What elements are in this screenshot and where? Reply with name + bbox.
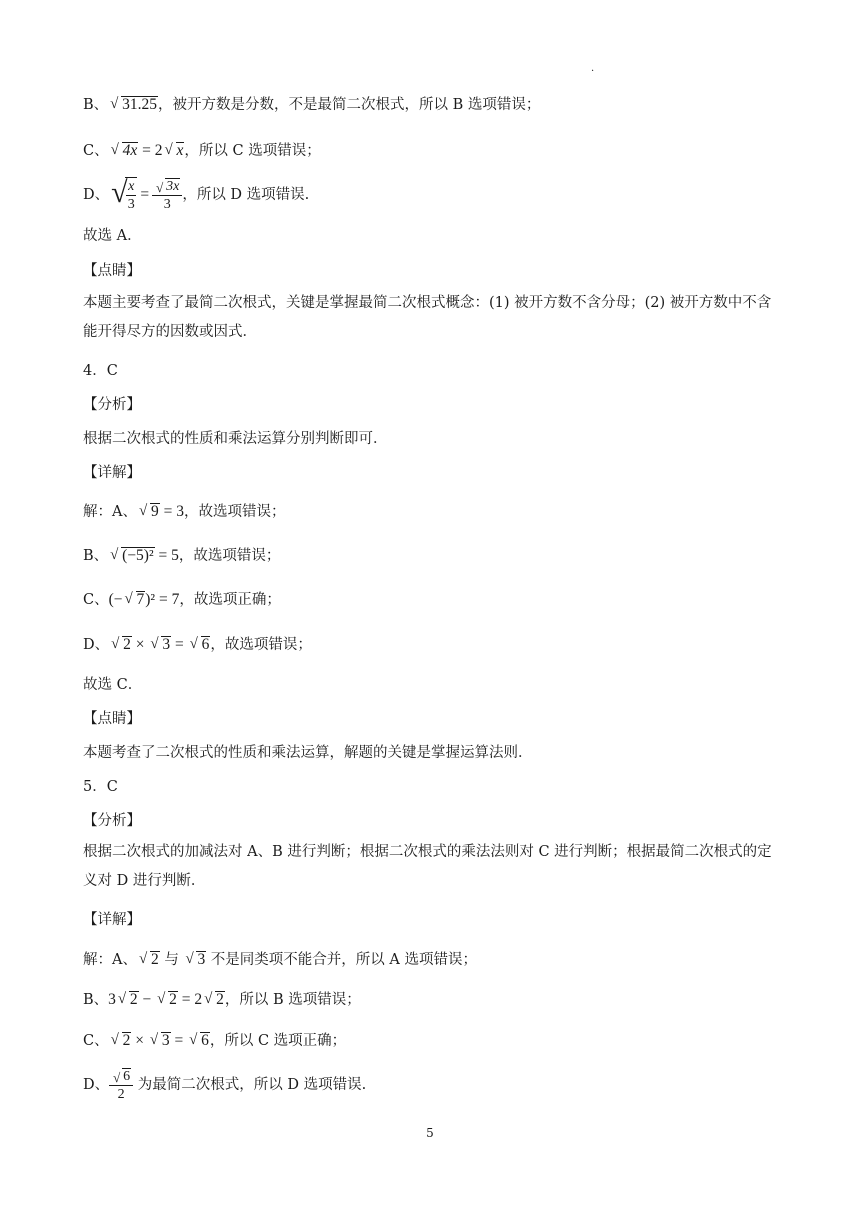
- sqrt-expression: √ 31.25: [110, 96, 158, 113]
- section-heading: 【点睛】: [83, 263, 141, 279]
- solution-line: B、3 √ 2 − √ 2 = 2 √ 2，所以 B 选项错误；: [83, 991, 361, 1008]
- answer-line: 故选 C．: [83, 677, 143, 693]
- section-heading: 【分析】: [83, 397, 141, 413]
- solution-line: 解：A、 √ 2 与 √ 3 不是同类项不能合并，所以 A 选项错误；: [83, 951, 478, 968]
- solution-line: D、 √ 2 × √ 3 = √ 6，故选项错误；: [83, 636, 312, 653]
- sqrt-expression: √ 4x: [110, 142, 138, 159]
- paragraph: 根据二次根式的性质和乘法运算分别判断即可．: [83, 431, 388, 447]
- option-d-line: D、 √ $\frac{x}{3}$ = √ 3x 3 ，所以 D 选项错误.: [83, 176, 310, 212]
- fraction: √ 3x 3: [152, 178, 182, 213]
- answer-line: 故选 A．: [83, 228, 142, 244]
- option-b-line: [83, 95, 540, 115]
- solution-line: C、(− √ 7)² = 7，故选项正确；: [83, 591, 281, 608]
- option-label: B、: [83, 97, 109, 113]
- sqrt-expression: √ x: [164, 142, 184, 159]
- question-number: 5．C: [83, 779, 118, 795]
- solution-line: C、 √ 2 × √ 3 = √ 6，所以 C 选项正确；: [83, 1032, 347, 1049]
- section-heading: 【详解】: [83, 465, 141, 481]
- line-text: ，被开方数是分数，不是最简二次根式，所以 B 选项错误；: [158, 97, 541, 113]
- paragraph: 本题主要考查了最简二次根式，关键是掌握最简二次根式概念：(1) 被开方数不含分母；(2) 被开方数中不含能开得尽方的因数或因式．: [83, 295, 772, 340]
- sqrt-fraction: √ $\frac{x}{3}$: [111, 177, 137, 213]
- option-c-line: C、 √ 4x = 2 √ x，所以 C 选项错误；: [83, 142, 321, 159]
- fraction: √ 6 2: [109, 1068, 133, 1103]
- paragraph: 本题考查了二次根式的性质和乘法运算，解题的关键是掌握运算法则．: [83, 745, 533, 761]
- solution-line: D、 √ 6 2 为最简二次根式，所以 D 选项错误.: [83, 1068, 367, 1102]
- solution-line: B、 √ (−5)² = 5，故选项错误；: [83, 547, 281, 564]
- section-heading: 【详解】: [83, 912, 141, 928]
- section-heading: 【分析】: [83, 813, 141, 829]
- header-mark: .: [591, 63, 595, 74]
- solution-line: 解：A、 √ 9 = 3，故选项错误；: [83, 503, 286, 520]
- page-number: 5: [426, 1126, 434, 1140]
- section-heading: 【点睛】: [83, 711, 141, 727]
- question-number: 4．C: [83, 363, 118, 379]
- paragraph: 根据二次根式的加减法对 A、B 进行判断；根据二次根式的乘法法则对 C 进行判断；根据最简二次根式的定义对 D 进行判断．: [83, 844, 772, 889]
